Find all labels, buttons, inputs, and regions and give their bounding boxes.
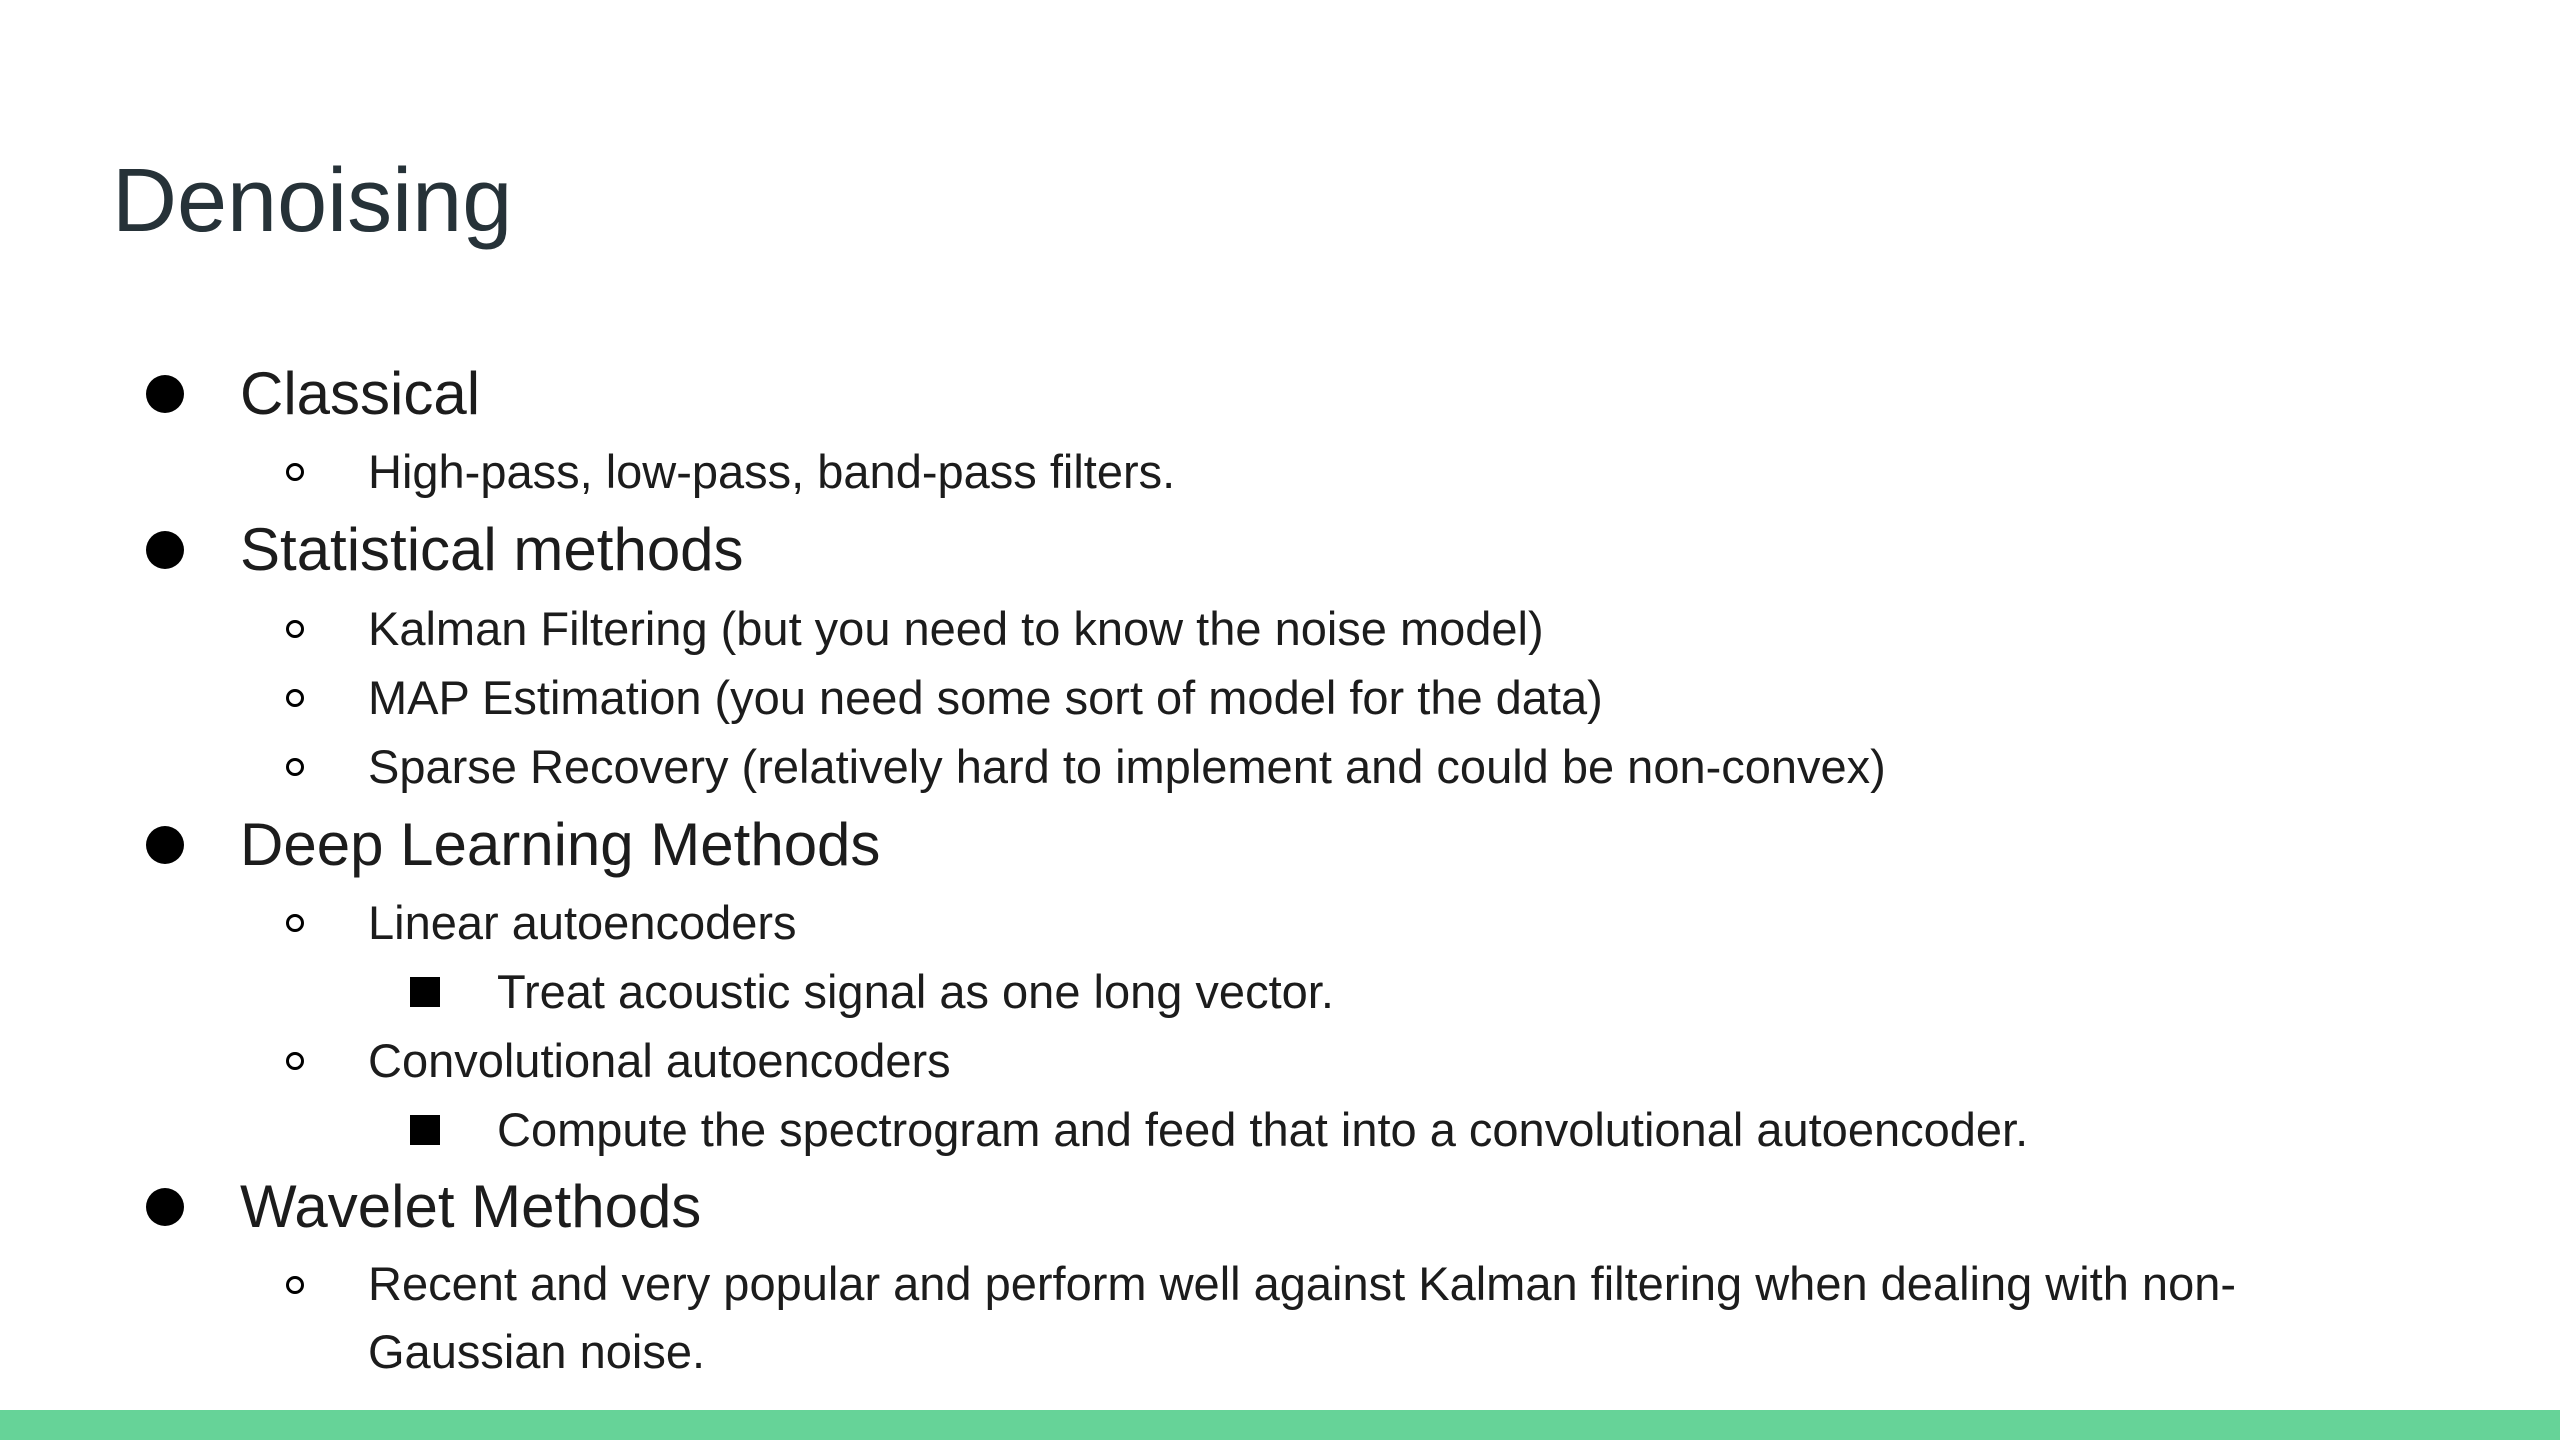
bullet-dot-icon bbox=[145, 810, 185, 880]
list-item-label: Compute the spectrogram and feed that into a convolutional autoencoder. bbox=[497, 1103, 2029, 1156]
bullet-dot-icon bbox=[145, 1172, 185, 1242]
list-item-label: Linear autoencoders bbox=[368, 896, 797, 949]
bullet-ring-icon bbox=[280, 732, 310, 802]
bullet-dot-icon bbox=[145, 359, 185, 429]
bullet-dot-icon bbox=[145, 515, 185, 585]
bullet-square-icon bbox=[408, 957, 442, 1027]
list-item-label: Classical bbox=[240, 360, 481, 427]
bullet-ring-icon bbox=[280, 888, 310, 958]
bullet-square-icon bbox=[408, 1095, 442, 1165]
bullet-ring-icon bbox=[280, 1250, 310, 1320]
list-item-label: Kalman Filtering (but you need to know the noise model) bbox=[368, 602, 1544, 655]
list-item-label: Statistical methods bbox=[240, 516, 744, 583]
list-item-label: Deep Learning Methods bbox=[240, 811, 881, 878]
list-item-label: Sparse Recovery (relatively hard to implement and could be non-convex) bbox=[368, 740, 1886, 793]
list-item-label: Recent and very popular and perform well against Kalman filtering when dealing with non-Gaussian noise. bbox=[368, 1257, 2236, 1378]
list-item-label: Wavelet Methods bbox=[240, 1173, 702, 1240]
list-item-label: MAP Estimation (you need some sort of model for the data) bbox=[368, 671, 1603, 724]
bullet-ring-icon bbox=[280, 1026, 310, 1096]
accent-bar bbox=[0, 1410, 2560, 1440]
bullet-ring-icon bbox=[280, 437, 310, 507]
list-item-label: Treat acoustic signal as one long vector. bbox=[497, 965, 1334, 1018]
list-item-label: Convolutional autoencoders bbox=[368, 1034, 951, 1087]
bullet-ring-icon bbox=[280, 663, 310, 733]
list-item-label: High-pass, low-pass, band-pass filters. bbox=[368, 445, 1176, 498]
slide-title: Denoising bbox=[112, 151, 513, 251]
bullet-ring-icon bbox=[280, 594, 310, 664]
